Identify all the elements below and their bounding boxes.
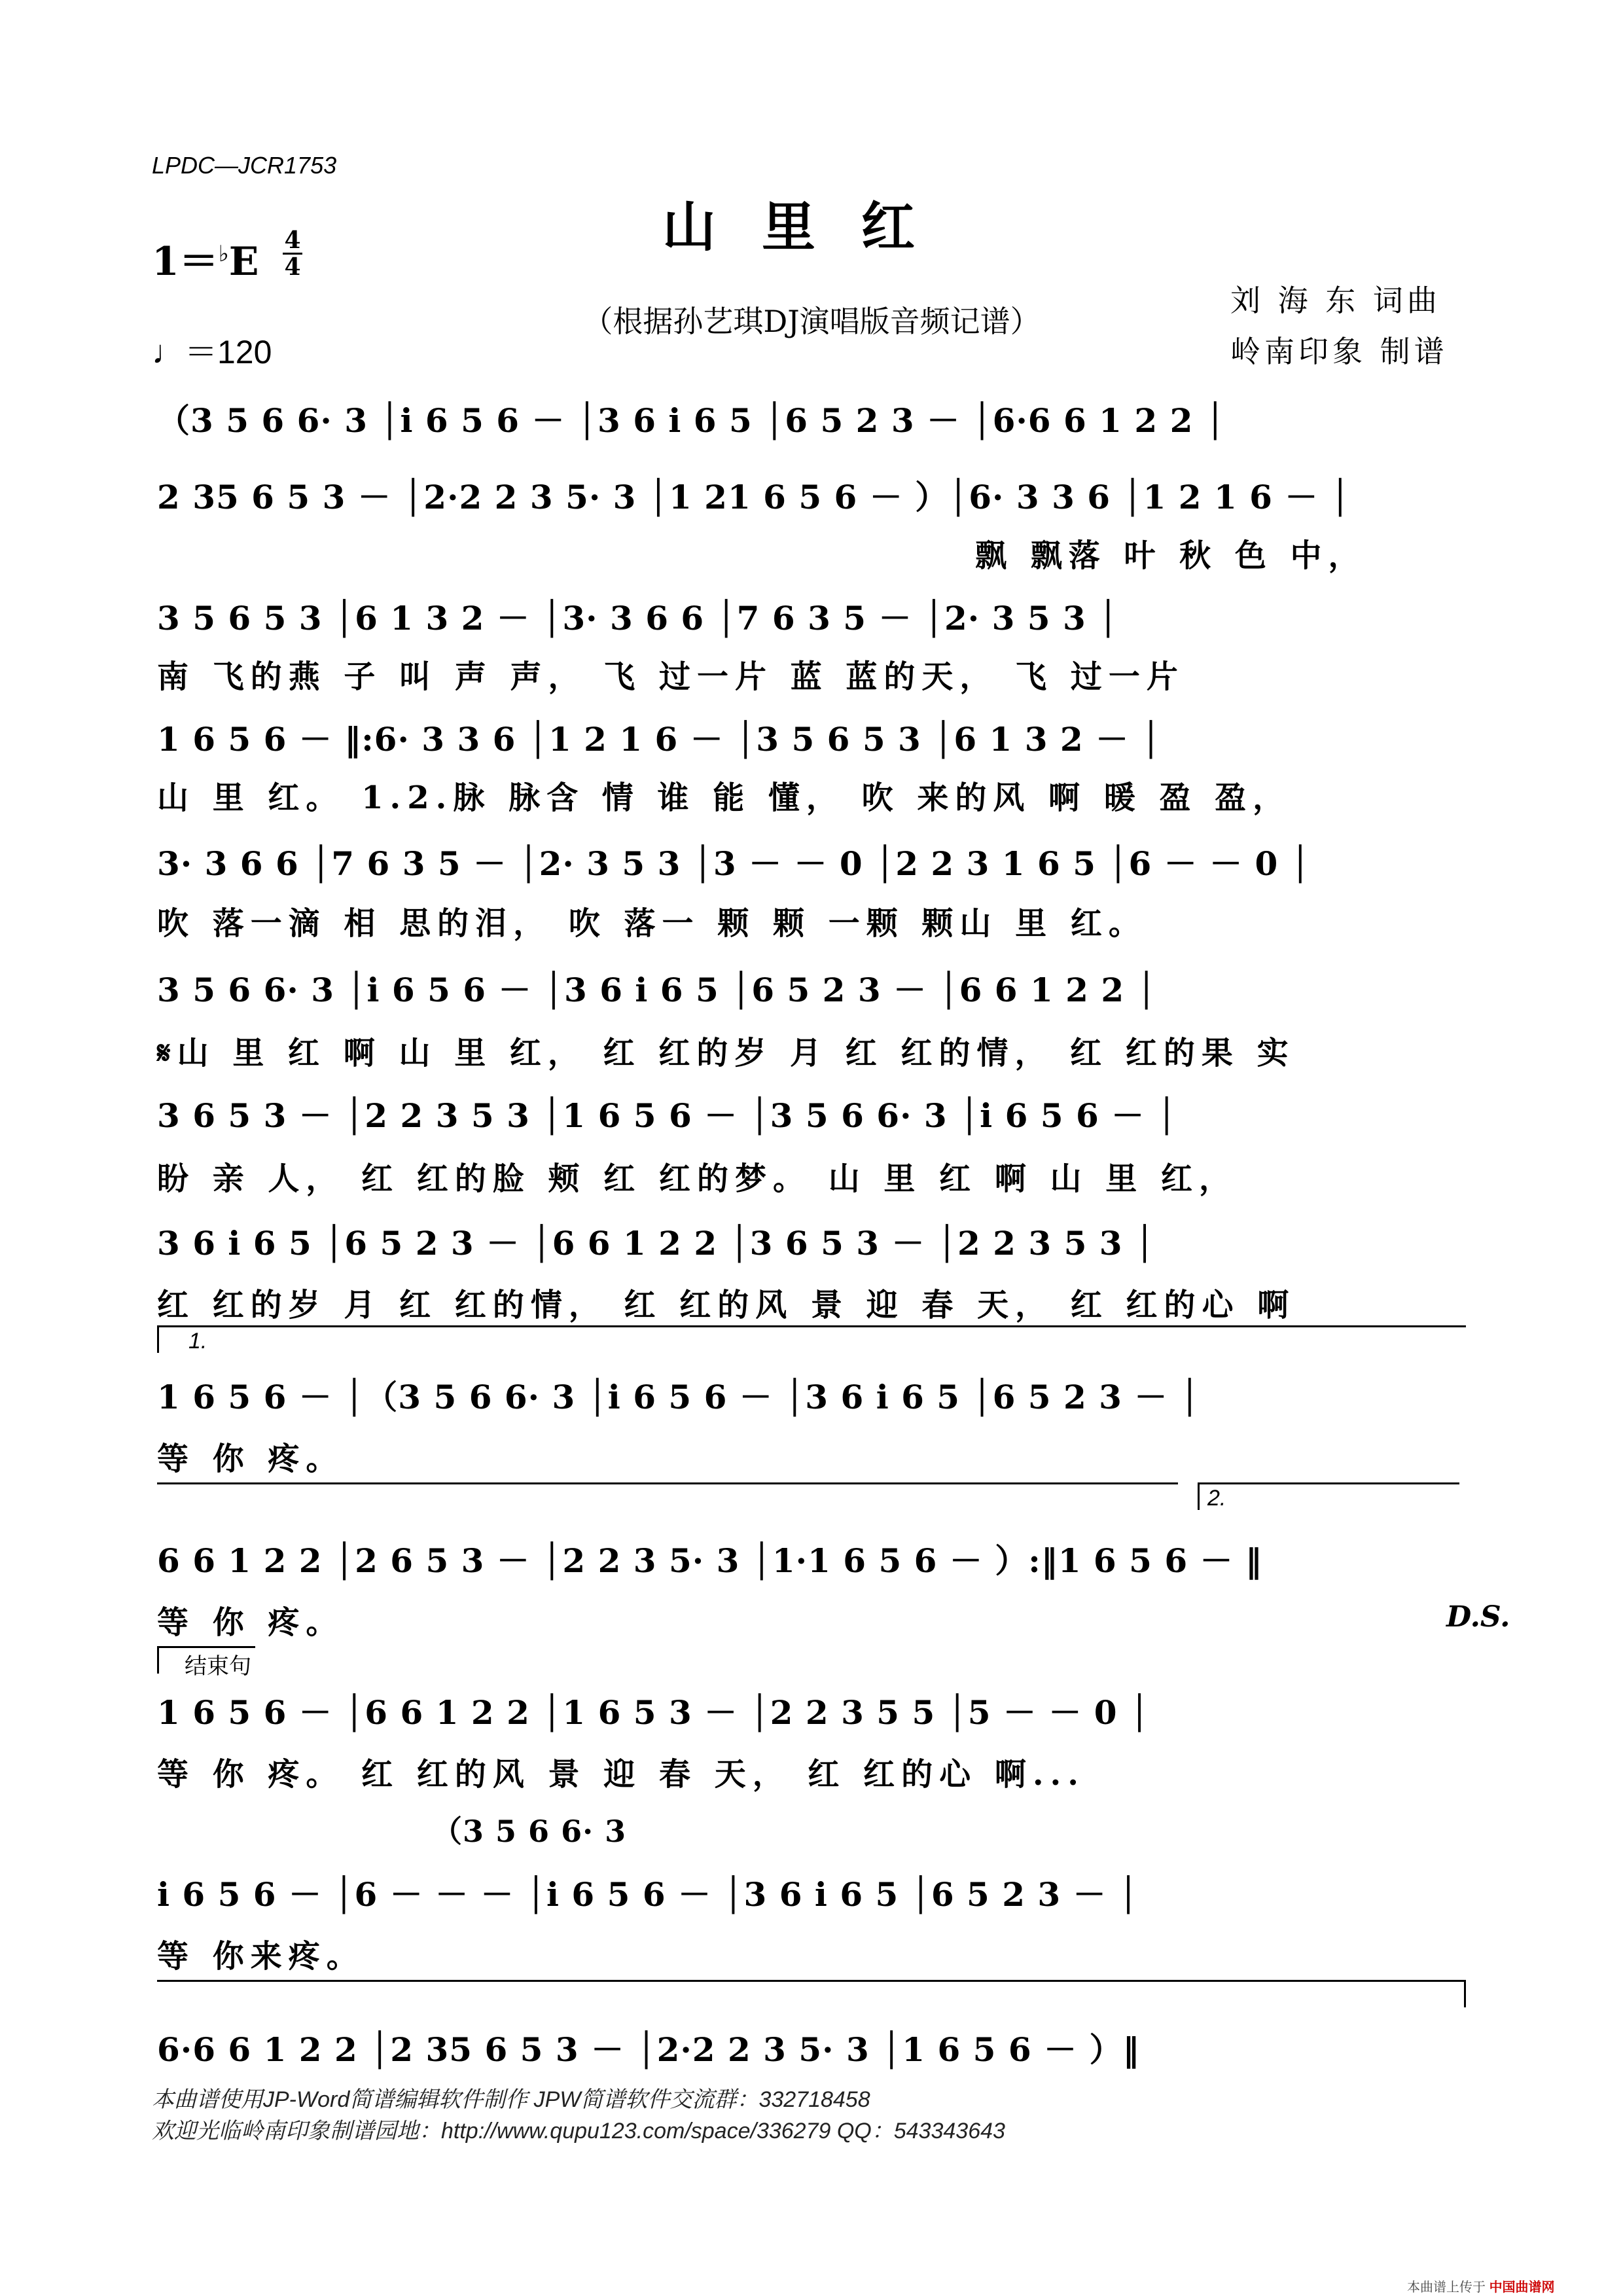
intro-cue: （3 5 6 6· 3 — [432, 1814, 627, 1849]
time-bottom: 4 — [284, 253, 301, 281]
tempo-mark: ♩＝120 — [152, 334, 272, 370]
upload-text: 本曲谱上传于 — [1407, 2280, 1486, 2295]
dal-segno-mark: D.S. — [1446, 1600, 1510, 1634]
upload-site-logo: 中国曲谱网 — [1489, 2280, 1555, 2295]
second-ending-bracket — [1198, 1482, 1459, 1484]
lyrics-line-9: 等 你 疼。 — [157, 1441, 344, 1477]
notation-line-8: 3 6 i 6 5 │6 5 2 3 － │6 6 1 2 2 │3 6 5 3 － │2 2 3 5 3 │ — [157, 1224, 1156, 1263]
score-code: LPDC—JCR1753 — [152, 152, 337, 179]
notation-line-3: 3 5 6 5 3 │6 1 3 2 － │3· 3 6 6 │7 6 3 5 － │2· 3 5 3 │ — [157, 599, 1119, 637]
lyrics-line-4: 山 里 红。 1.2.脉 脉含 情 谁 能 懂， 吹 来的风 啊 暖 盈 盈， — [157, 780, 1291, 816]
footer-line-1: 本曲谱使用JP-Word简谱编辑软件制作 JPW简谱软件交流群：332718458 — [152, 2087, 870, 2112]
time-top: 4 — [284, 226, 301, 254]
song-title: 山里红 — [662, 196, 961, 259]
credit-lyrics-music: 刘 海 东 词曲 — [1230, 283, 1441, 318]
notation-line-6: 3 5 6 6· 3 │i 6 5 6 － │3 6 i 6 5 │6 5 2 3 － │6 6 1 2 2 │ — [157, 971, 1157, 1009]
notation-line-9: 1 6 5 6 － │（3 5 6 6· 3 │i 6 5 6 － │3 6 i 6 5 │6 5 2 3 － │ — [157, 1378, 1200, 1416]
credits — [1230, 275, 1448, 377]
lyrics-line-8: 红 红的岁 月 红 红的情， 红 红的风 景 迎 春 天， 红 红的心 啊 — [157, 1287, 1296, 1323]
lyrics-line-7: 盼 亲 人， 红 红的脸 颊 红 红的梦。 山 里 红 啊 山 里 红， — [157, 1160, 1237, 1197]
footer-line-2: 欢迎光临岭南印象制谱园地：http://www.qupu123.com/space/336279 QQ：543343643 — [152, 2119, 1005, 2144]
notation-line-13: 6·6 6 1 2 2 │2 35 6 5 3 － │2·2 2 3 5· 3 │1 6 5 6 － ）‖ — [157, 2030, 1140, 2069]
first-ending-label: 1. — [188, 1329, 207, 1354]
notation-line-1: （3 5 6 6· 3 │i 6 5 6 － │3 6 i 6 5 │6 5 2 3 － │6·6 6 1 2 2 │ — [157, 401, 1226, 440]
lyrics-line-12: 等 你来疼。 — [157, 1938, 365, 1975]
notation-line-11: 1 6 5 6 － │6 6 1 2 2 │1 6 5 3 － │2 2 3 5 5 │5 － － 0 │ — [157, 1693, 1150, 1732]
second-ending-bracket-edge — [1198, 1482, 1200, 1510]
first-ending-bracket-edge — [157, 1325, 159, 1353]
final-bracket-edge — [1464, 1980, 1466, 2007]
lyrics-line-5: 吹 落一滴 相 思的泪， 吹 落一 颗 颗 一颗 颗山 里 红。 — [157, 905, 1147, 942]
upload-watermark — [1407, 2276, 1555, 2295]
notation-line-4: 1 6 5 6 － ‖:6· 3 3 6 │1 2 1 6 － │3 5 6 5 3 │6 1 3 2 － │ — [157, 720, 1162, 759]
lyrics-line-3: 南 飞的燕 子 叫 声 声， 飞 过一片 蓝 蓝的天， 飞 过一片 — [157, 658, 1185, 695]
notation-line-7: 3 6 5 3 － │2 2 3 5 3 │1 6 5 6 － │3 5 6 6· 3 │i 6 5 6 － │ — [157, 1096, 1177, 1135]
first-ending-continuation — [157, 1482, 1178, 1484]
second-ending-label: 2. — [1207, 1486, 1226, 1511]
notation-line-12: i 6 5 6 － │6 － － － │i 6 5 6 － │3 6 i 6 5 │6 5 2 3 － │ — [157, 1875, 1139, 1914]
time-signature — [283, 228, 302, 279]
lyrics-line-11: 等 你 疼。 红 红的风 景 迎 春 天， 红 红的心 啊... — [157, 1756, 1085, 1793]
flat-icon: ♭ — [218, 241, 229, 267]
song-subtitle: （根据孙艺琪DJ演唱版音频记谱） — [582, 304, 1041, 339]
key-prefix: 1＝ — [152, 239, 219, 285]
final-bracket — [157, 1980, 1466, 1982]
credit-arranger: 岭南印象 制谱 — [1230, 334, 1448, 369]
key-note: E — [228, 239, 259, 285]
first-ending-bracket — [157, 1325, 1466, 1327]
coda-bracket-edge — [157, 1646, 159, 1674]
coda-label: 结束句 — [185, 1654, 251, 1679]
notation-line-2: 2 35 6 5 3 － │2·2 2 3 5· 3 │1 21 6 5 6 － ）│6· 3 3 6 │1 2 1 6 － │ — [157, 478, 1351, 516]
lyrics-line-2: 飘 飘落 叶 秋 色 中， — [975, 537, 1366, 574]
lyrics-line-10: 等 你 疼。 — [157, 1604, 344, 1641]
key-signature — [152, 230, 259, 287]
notation-line-10: 6 6 1 2 2 │2 6 5 3 － │2 2 3 5· 3 │1·1 6 5 6 － ）:‖1 6 5 6 － ‖ — [157, 1541, 1262, 1580]
notation-line-5: 3· 3 6 6 │7 6 3 5 － │2· 3 5 3 │3 － － 0 │2 2 3 1 6 5 │6 － － 0 │ — [157, 844, 1311, 883]
lyrics-line-6: 𝄋山 里 红 啊 山 里 红， 红 红的岁 月 红 红的情， 红 红的果 实 — [157, 1035, 1295, 1071]
